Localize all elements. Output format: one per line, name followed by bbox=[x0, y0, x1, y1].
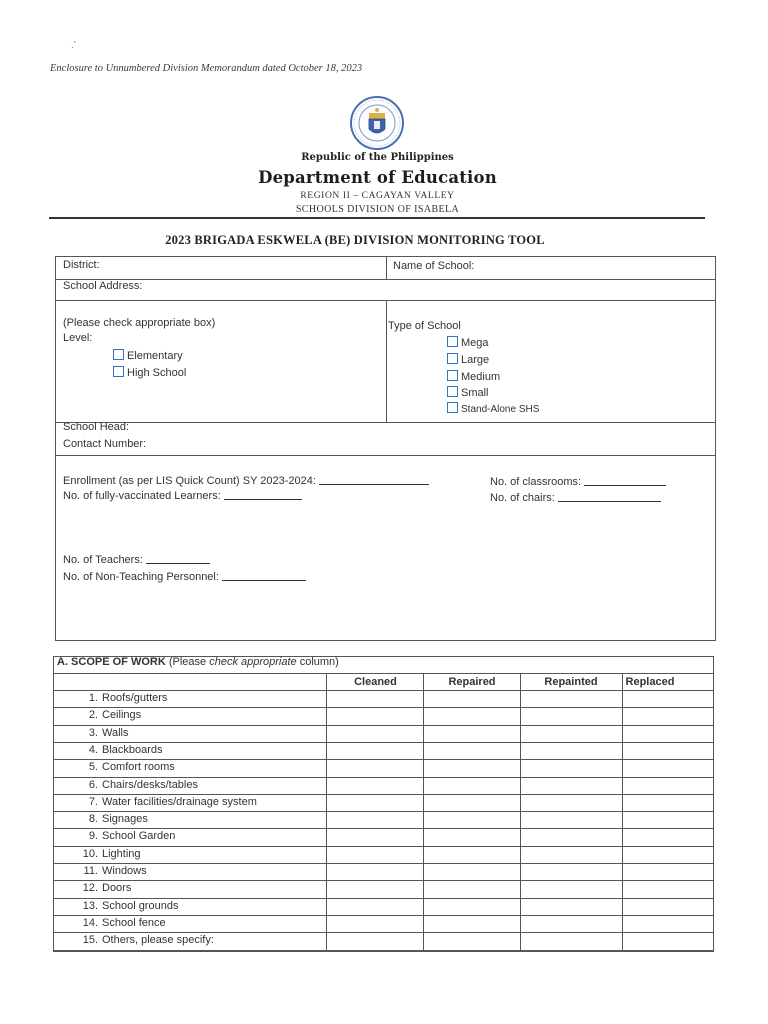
type-option-mega[interactable]: Mega bbox=[447, 336, 489, 349]
scope-check-cell[interactable] bbox=[327, 760, 422, 775]
non-teaching-blank[interactable] bbox=[222, 570, 306, 581]
row-item-name: Lighting bbox=[102, 847, 141, 860]
type-label: Type of School bbox=[388, 320, 461, 332]
scope-check-cell[interactable] bbox=[521, 881, 621, 896]
scope-row-label bbox=[81, 917, 166, 929]
scope-check-cell[interactable] bbox=[623, 726, 713, 741]
row-number: 5. bbox=[88, 761, 98, 774]
deped-seal-icon bbox=[349, 95, 405, 151]
scope-check-cell[interactable] bbox=[327, 778, 422, 793]
scope-check-cell[interactable] bbox=[327, 829, 422, 844]
scope-check-cell[interactable] bbox=[424, 691, 519, 706]
scope-check-cell[interactable] bbox=[623, 708, 713, 723]
scope-row-label bbox=[81, 900, 178, 912]
chairs-label: No. of chairs: bbox=[490, 492, 555, 504]
row-divider bbox=[53, 950, 714, 951]
checkbox-icon[interactable] bbox=[113, 366, 124, 377]
scope-check-cell[interactable] bbox=[424, 760, 519, 775]
vaccinated-blank[interactable] bbox=[224, 489, 302, 500]
row-item-name: Walls bbox=[102, 726, 129, 739]
chairs-blank[interactable] bbox=[558, 491, 661, 502]
type-option-stand-alone-shs[interactable]: Stand-Alone SHS bbox=[447, 402, 539, 415]
enclosure-note: Enclosure to Unnumbered Division Memorandum dated October 18, 2023 bbox=[50, 63, 363, 74]
enrollment-label: Enrollment (as per LIS Quick Count) SY 2023-2024: bbox=[63, 475, 316, 487]
school-name-field[interactable]: Name of School: bbox=[393, 260, 475, 272]
scope-check-cell[interactable] bbox=[521, 899, 621, 914]
row-number: 15. bbox=[82, 934, 98, 947]
scope-row-label bbox=[81, 882, 131, 894]
non-teaching-field[interactable] bbox=[63, 570, 306, 583]
scope-check-cell[interactable] bbox=[521, 691, 621, 706]
scope-check-cell[interactable] bbox=[521, 726, 621, 741]
level-option-high-school[interactable]: High School bbox=[113, 366, 186, 379]
scope-check-cell[interactable] bbox=[424, 847, 519, 862]
department-name: Department of Education bbox=[258, 168, 497, 187]
check-instruction: (Please check appropriate box) bbox=[63, 317, 216, 329]
scope-row-label bbox=[81, 848, 141, 860]
scope-row-label bbox=[81, 761, 175, 773]
row-item-name: Chairs/desks/tables bbox=[102, 778, 198, 791]
scope-check-cell[interactable] bbox=[327, 899, 422, 914]
type-option-small[interactable]: Small bbox=[447, 386, 489, 399]
scope-check-cell[interactable] bbox=[424, 726, 519, 741]
scope-row-label bbox=[81, 692, 167, 704]
school-address-field[interactable]: School Address: bbox=[63, 280, 143, 292]
scope-check-cell[interactable] bbox=[327, 743, 422, 758]
vaccinated-field[interactable] bbox=[63, 489, 302, 502]
non-teaching-label: No. of Non-Teaching Personnel: bbox=[63, 571, 219, 583]
scope-check-cell[interactable] bbox=[327, 847, 422, 862]
classrooms-label: No. of classrooms: bbox=[490, 476, 582, 488]
scope-check-cell[interactable] bbox=[424, 899, 519, 914]
row-item-name: School grounds bbox=[102, 899, 179, 912]
scope-check-cell[interactable] bbox=[623, 847, 713, 862]
scope-check-cell[interactable] bbox=[623, 899, 713, 914]
scope-check-cell[interactable] bbox=[623, 864, 713, 879]
scope-check-cell[interactable] bbox=[327, 795, 422, 810]
row-number: 10. bbox=[82, 847, 98, 860]
scope-check-cell[interactable] bbox=[424, 916, 519, 931]
row-number: 2. bbox=[88, 709, 98, 722]
row-number: 14. bbox=[82, 916, 98, 929]
scope-check-cell[interactable] bbox=[327, 864, 422, 879]
scope-check-cell[interactable] bbox=[424, 743, 519, 758]
scope-check-cell[interactable] bbox=[424, 829, 519, 844]
scope-check-cell[interactable] bbox=[327, 708, 422, 723]
row-item-name: Blackboards bbox=[102, 743, 163, 756]
contact-number-field[interactable]: Contact Number: bbox=[63, 438, 147, 450]
row-number: 9. bbox=[88, 830, 98, 843]
scope-check-cell[interactable] bbox=[521, 812, 621, 827]
row-number: 7. bbox=[88, 795, 98, 808]
level-option-elementary[interactable]: Elementary bbox=[113, 349, 183, 362]
row-item-name: Signages bbox=[102, 813, 148, 826]
scope-check-cell[interactable] bbox=[623, 691, 713, 706]
row-item-name: Roofs/gutters bbox=[102, 692, 168, 704]
row-item-name: Windows bbox=[102, 865, 147, 877]
school-head-field[interactable]: School Head: bbox=[63, 421, 130, 433]
checkbox-icon[interactable] bbox=[447, 370, 458, 381]
checkbox-icon[interactable] bbox=[447, 402, 458, 413]
scope-check-cell[interactable] bbox=[424, 778, 519, 793]
scope-check-cell[interactable] bbox=[623, 743, 713, 758]
scope-check-cell[interactable] bbox=[424, 708, 519, 723]
row-number: 3. bbox=[88, 726, 98, 739]
row-item-name: School Garden bbox=[102, 830, 176, 843]
scope-check-cell[interactable] bbox=[327, 726, 422, 741]
row-item-name: Others, please specify: bbox=[102, 934, 214, 947]
row-item-name: School fence bbox=[102, 916, 166, 929]
row-number: 4. bbox=[88, 743, 98, 756]
scope-row-label bbox=[81, 779, 198, 791]
header-divider bbox=[49, 217, 705, 219]
scope-row-label bbox=[81, 727, 128, 739]
scope-check-cell[interactable] bbox=[623, 916, 713, 931]
scope-check-cell[interactable] bbox=[424, 795, 519, 810]
enrollment-blank[interactable] bbox=[319, 474, 429, 485]
checkbox-icon[interactable] bbox=[447, 336, 458, 347]
scope-row-label bbox=[81, 813, 148, 825]
scope-heading: A. SCOPE OF WORK (Please check appropriate column) bbox=[57, 656, 339, 668]
scope-check-cell[interactable] bbox=[521, 795, 621, 810]
row-item-name: Water facilities/drainage system bbox=[102, 795, 257, 808]
scope-check-cell[interactable] bbox=[623, 778, 713, 793]
scope-row-label bbox=[81, 796, 257, 808]
scope-check-cell[interactable] bbox=[521, 933, 621, 948]
scope-check-cell[interactable] bbox=[521, 864, 621, 879]
divider bbox=[55, 455, 716, 456]
row-number: 1. bbox=[88, 692, 98, 704]
enrollment-field[interactable] bbox=[63, 474, 429, 487]
scope-check-cell[interactable] bbox=[521, 778, 621, 793]
scope-check-cell[interactable] bbox=[521, 847, 621, 862]
scope-check-cell[interactable] bbox=[521, 760, 621, 775]
row-number: 6. bbox=[88, 778, 98, 791]
teachers-label: No. of Teachers: bbox=[63, 554, 143, 566]
column-header-cleaned: Cleaned bbox=[354, 676, 397, 688]
scope-row-label bbox=[81, 830, 175, 842]
scope-check-cell[interactable] bbox=[327, 933, 422, 948]
vaccinated-label: No. of fully-vaccinated Learners: bbox=[63, 490, 221, 502]
checkbox-icon[interactable] bbox=[113, 349, 124, 360]
scope-check-cell[interactable] bbox=[327, 812, 422, 827]
scope-check-cell[interactable] bbox=[521, 829, 621, 844]
scope-row-label bbox=[81, 865, 147, 877]
scope-check-cell[interactable] bbox=[623, 760, 713, 775]
divider bbox=[55, 422, 716, 423]
republic-line: Republic of the Philippines bbox=[301, 152, 454, 163]
level-label: Level: bbox=[63, 332, 93, 344]
row-item-name: Comfort rooms bbox=[102, 761, 175, 774]
scope-check-cell[interactable] bbox=[623, 829, 713, 844]
scope-check-cell[interactable] bbox=[521, 708, 621, 723]
type-option-large[interactable]: Large bbox=[447, 353, 489, 366]
classrooms-field[interactable] bbox=[490, 475, 666, 488]
column-header-repaired: Repaired bbox=[448, 676, 496, 688]
scope-check-cell[interactable] bbox=[424, 933, 519, 948]
scope-check-cell[interactable] bbox=[327, 916, 422, 931]
region-line: REGION II – CAGAYAN VALLEY bbox=[300, 191, 455, 201]
district-field[interactable]: District: bbox=[63, 259, 100, 271]
scope-check-cell[interactable] bbox=[623, 933, 713, 948]
row-number: 11. bbox=[83, 865, 98, 877]
scope-row-label bbox=[81, 709, 141, 721]
column-header-repainted: Repainted bbox=[544, 676, 598, 688]
type-option-medium[interactable]: Medium bbox=[447, 370, 500, 383]
teachers-field[interactable] bbox=[63, 553, 210, 566]
column-header-replaced: Replaced bbox=[625, 676, 675, 688]
row-item-name: Ceilings bbox=[102, 709, 142, 722]
form-title: 2023 BRIGADA ESKWELA (BE) DIVISION MONITORING TOOL bbox=[165, 233, 545, 247]
divider bbox=[386, 256, 387, 279]
scope-check-cell[interactable] bbox=[424, 881, 519, 896]
scope-row-label bbox=[81, 744, 163, 756]
divider bbox=[55, 279, 716, 280]
scope-check-cell[interactable] bbox=[424, 864, 519, 879]
teachers-blank[interactable] bbox=[146, 553, 210, 564]
scope-check-cell[interactable] bbox=[623, 795, 713, 810]
scope-check-cell[interactable] bbox=[327, 881, 422, 896]
scope-check-cell[interactable] bbox=[327, 691, 422, 706]
row-item-name: Doors bbox=[102, 882, 132, 895]
scope-check-cell[interactable] bbox=[623, 812, 713, 827]
scope-check-cell[interactable] bbox=[521, 743, 621, 758]
scope-check-cell[interactable] bbox=[521, 916, 621, 931]
checkbox-icon[interactable] bbox=[447, 353, 458, 364]
row-number: 13. bbox=[82, 899, 98, 912]
checkbox-icon[interactable] bbox=[447, 386, 458, 397]
scope-check-cell[interactable] bbox=[623, 881, 713, 896]
classrooms-blank[interactable] bbox=[584, 475, 666, 486]
scope-check-cell[interactable] bbox=[424, 812, 519, 827]
row-number: 8. bbox=[88, 813, 98, 826]
row-number: 12. bbox=[82, 882, 98, 895]
divider bbox=[386, 300, 387, 422]
table-header-divider bbox=[53, 673, 714, 674]
chairs-field[interactable] bbox=[490, 491, 661, 504]
scan-speck: .’ bbox=[71, 40, 76, 51]
scope-row-label bbox=[81, 934, 214, 946]
division-line: SCHOOLS DIVISION OF ISABELA bbox=[295, 204, 460, 215]
